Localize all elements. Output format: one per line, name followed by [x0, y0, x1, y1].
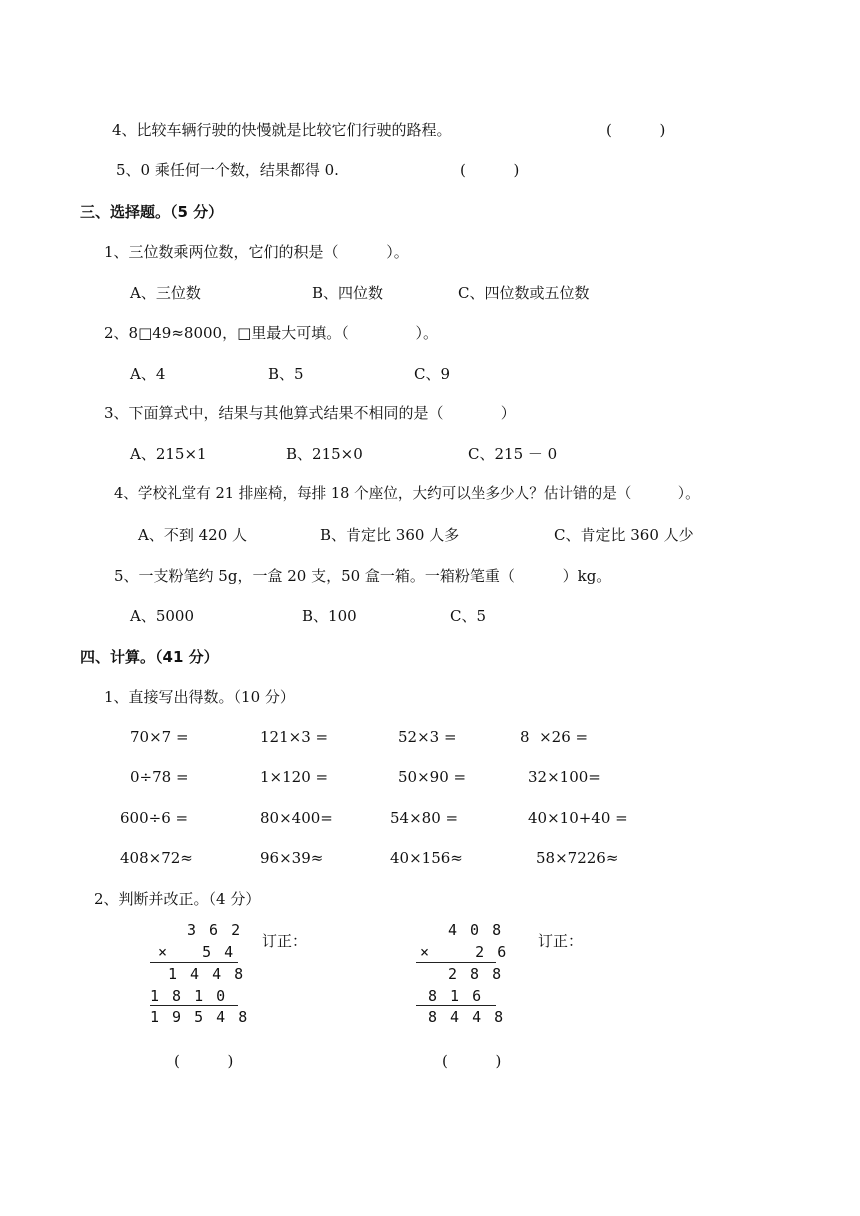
option-a[interactable]: A、三位数: [130, 284, 201, 302]
product: 1 9 5 4 8: [150, 1008, 250, 1026]
math-item: 0÷78 =: [130, 768, 189, 786]
math-item: 408×72≈: [120, 849, 193, 867]
option-c[interactable]: C、肯定比 360 人少: [554, 526, 694, 544]
option-a[interactable]: A、5000: [130, 607, 195, 625]
partial-product: 2 8 8: [448, 965, 504, 983]
partial-product: 1 8 1 0: [150, 987, 228, 1005]
answer-paren[interactable]: ( ): [606, 121, 666, 139]
math-item: 52×3 =: [398, 728, 457, 746]
correction-label: 订正：: [538, 932, 584, 950]
multiplicand: 3 6 2: [187, 921, 243, 939]
option-c[interactable]: C、9: [414, 365, 451, 383]
correction-label: 订正：: [262, 932, 308, 950]
math-item: 1×120 =: [260, 768, 329, 786]
question-stem: 1、三位数乘两位数，它们的积是（ ）。: [104, 243, 409, 261]
math-item: 8 ×26 =: [520, 728, 589, 746]
option-a[interactable]: A、不到 420 人: [138, 526, 247, 544]
option-c[interactable]: C、215 － 0: [468, 445, 558, 463]
math-item: 96×39≈: [260, 849, 324, 867]
math-item: 70×7 =: [130, 728, 189, 746]
answer-paren[interactable]: ( ): [174, 1052, 234, 1070]
answer-paren[interactable]: ( ): [442, 1052, 502, 1070]
option-b[interactable]: B、215×0: [286, 445, 363, 463]
math-item: 600÷6 =: [120, 809, 189, 827]
judge-item-4: 4、比较车辆行驶的快慢就是比较它们行驶的路程。: [112, 121, 452, 139]
rule-line: [416, 1005, 496, 1006]
question-title: 1、直接写出得数。（10 分）: [104, 688, 295, 706]
question-stem: 4、学校礼堂有 21 排座椅，每排 18 个座位，大约可以坐多少人？估计错的是（ ）。: [114, 485, 700, 502]
section-title: 四、计算。（41 分）: [80, 648, 219, 666]
question-title: 2、判断并改正。（4 分）: [94, 890, 261, 908]
option-a[interactable]: A、215×1: [130, 445, 207, 463]
option-c[interactable]: C、5: [450, 607, 487, 625]
option-b[interactable]: B、5: [268, 365, 304, 383]
math-item: 58×7226≈: [536, 849, 619, 867]
partial-product: 1 4 4 8: [168, 965, 246, 983]
math-item: 121×3 =: [260, 728, 329, 746]
product: 8 4 4 8: [428, 1008, 506, 1026]
option-b[interactable]: B、四位数: [312, 284, 384, 302]
option-c[interactable]: C、四位数或五位数: [458, 284, 590, 302]
math-item: 50×90 =: [398, 768, 467, 786]
section-title: 三、选择题。（5 分）: [80, 203, 224, 221]
rule-line: [416, 962, 496, 963]
option-b[interactable]: B、肯定比 360 人多: [320, 526, 460, 544]
math-item: 54×80 =: [390, 809, 459, 827]
multiplicand: 4 0 8: [448, 921, 504, 939]
question-stem: 3、下面算式中，结果与其他算式结果不相同的是（ ）: [104, 404, 516, 422]
math-item: 40×10+40 =: [528, 809, 628, 827]
multiplier: × 5 4: [158, 943, 236, 961]
math-item: 40×156≈: [390, 849, 463, 867]
question-stem: 5、一支粉笔约 5g，一盒 20 支，50 盒一箱。一箱粉笔重（ ）kg。: [114, 567, 612, 585]
judge-item-5: 5、0 乘任何一个数，结果都得 0.: [116, 161, 339, 179]
answer-paren[interactable]: ( ): [460, 161, 520, 179]
rule-line: [150, 962, 238, 963]
math-item: 80×400=: [260, 809, 333, 827]
multiplier: × 2 6: [420, 943, 509, 961]
option-a[interactable]: A、4: [130, 365, 166, 383]
question-stem: 2、8□49≈8000，□里最大可填。（ ）。: [104, 324, 439, 342]
math-item: 32×100=: [528, 768, 601, 786]
partial-product: 8 1 6: [428, 987, 484, 1005]
rule-line: [150, 1005, 238, 1006]
option-b[interactable]: B、100: [302, 607, 357, 625]
